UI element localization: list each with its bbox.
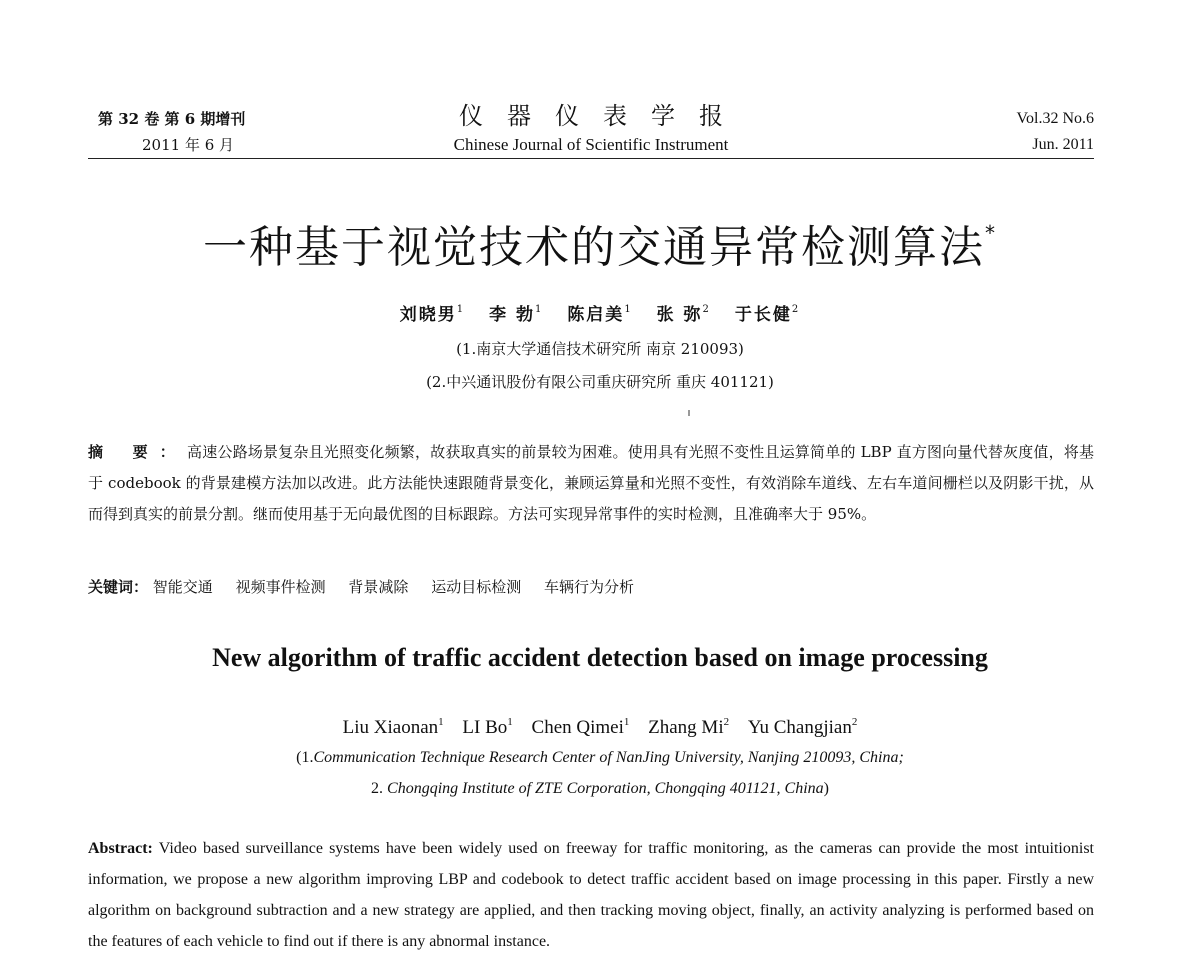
keyword-cn: 背景减除 xyxy=(348,578,409,596)
abstract-en-text: Video based surveillance systems have been widely used on freeway for traffic monitoring, as the cameras can provide the most intuitionist information, we propose a new algorithm improving LBP and codebook to detect traffic accident based on image processing in this paper. Firstly a new algorithm on background subtraction and a new strategy are applied, and then tracking moving object, finally, an activity analyzing is performed based on the features of each vehicle to find out if there is any abnormal instance. xyxy=(88,840,1094,950)
affiliation-en-close: ) xyxy=(823,780,829,797)
author-cn xyxy=(489,305,543,325)
author-en-aff: 1 xyxy=(623,716,630,728)
author-en-name: Yu Changjian xyxy=(747,717,852,738)
author-cn xyxy=(657,305,711,325)
authors-cn xyxy=(0,298,1200,327)
author-cn-aff: 1 xyxy=(624,304,633,315)
journal-name-cn: 仪器仪表学报 xyxy=(459,102,747,130)
abstract-cn-text: 高速公路场景复杂且光照变化频繁，故获取真实的前景较为困难。使用具有光照不变性且运算简单的 LBP 直方图向量代替灰度值，将基于 codebook 的背景建模方法加以改进。此方法能快速跟随背景变化，兼顾运算量和光照不变性，有效消除车道线、左右车道间栅栏以及阴影干扰，从而得到真实的前景分割。继而使用基于无向最优图的目标跟踪。方法可实现异常事件的实时检测，且准确率大于 95%。 xyxy=(88,443,1094,523)
author-cn-aff: 2 xyxy=(702,304,711,315)
keyword-cn: 车辆行为分析 xyxy=(543,578,634,596)
author-cn xyxy=(567,305,632,325)
affiliation-cn-2: (2.中兴通讯股份有限公司重庆研究所 重庆 401121) xyxy=(426,373,774,391)
author-cn xyxy=(735,305,800,325)
affiliation-en-text: Communication Technique Research Center of NanJing University, Nanjing 210093, China; xyxy=(313,749,904,766)
scan-speck xyxy=(688,410,690,416)
keywords-cn-label: 关键词： xyxy=(88,578,149,596)
author-cn-name: 陈启美 xyxy=(567,305,625,325)
volume-en: Vol.32 No.6 xyxy=(1016,110,1094,127)
keyword-cn: 运动目标检测 xyxy=(431,578,522,596)
author-en-aff: 2 xyxy=(851,716,858,728)
author-en xyxy=(748,717,857,738)
title-cn xyxy=(0,205,1200,276)
author-en-aff: 1 xyxy=(438,716,444,728)
keywords-cn xyxy=(88,573,1094,601)
author-cn-aff: 1 xyxy=(535,304,544,315)
journal-name-en: Chinese Journal of Scientific Instrument xyxy=(453,135,729,154)
authors-en xyxy=(0,709,1200,741)
abstract-cn xyxy=(88,437,1094,530)
author-cn-aff: 2 xyxy=(791,304,801,315)
affiliation-cn-1: (1.南京大学通信技术研究所 南京 210093) xyxy=(456,340,744,358)
author-en-name: Zhang Mi xyxy=(648,717,724,738)
author-cn-name: 张 弥 xyxy=(656,305,703,325)
author-cn-name: 刘晓男 xyxy=(399,305,457,325)
author-en-aff: 2 xyxy=(723,716,730,728)
keyword-cn: 智能交通 xyxy=(152,578,213,596)
author-cn-name: 李 勃 xyxy=(489,305,536,325)
date-en: Jun. 2011 xyxy=(1032,136,1094,153)
affiliation-en-open: (1. xyxy=(296,749,314,766)
author-en xyxy=(648,717,729,738)
date-cn: 2011 年 6 月 xyxy=(142,136,235,154)
abstract-cn-label: 摘 要： xyxy=(88,443,188,461)
author-cn xyxy=(400,305,465,325)
affiliation-en-2 xyxy=(0,777,1200,801)
journal-header xyxy=(88,100,1094,162)
affiliation-en-open: 2. xyxy=(371,780,388,797)
author-en xyxy=(532,717,630,738)
author-cn-aff: 1 xyxy=(456,304,466,315)
affiliation-en-1 xyxy=(0,746,1200,770)
title-en: New algorithm of traffic accident detection based on image processing xyxy=(212,643,988,672)
keyword-cn: 视频事件检测 xyxy=(235,578,326,596)
title-footnote-mark: * xyxy=(985,221,997,245)
abstract-en xyxy=(88,833,1094,957)
header-right xyxy=(1017,106,1095,158)
header-rule xyxy=(88,158,1094,159)
author-en-aff: 1 xyxy=(507,716,513,728)
author-en-name: Chen Qimei xyxy=(531,717,624,738)
author-en-name: LI Bo xyxy=(462,717,508,738)
author-en-name: Liu Xiaonan xyxy=(342,717,439,738)
header-center xyxy=(88,100,1094,158)
abstract-en-label: Abstract: xyxy=(88,840,153,857)
affiliation-en-text: Chongqing Institute of ZTE Corporation, Chongqing 401121, China xyxy=(387,780,824,797)
author-en xyxy=(343,717,444,738)
volume-cn: 第 32 卷 第 6 期增刊 xyxy=(98,110,246,128)
author-en xyxy=(462,717,512,738)
title-cn-text: 一种基于视觉技术的交通异常检测算法 xyxy=(203,222,985,273)
author-cn-name: 于长健 xyxy=(734,305,792,325)
